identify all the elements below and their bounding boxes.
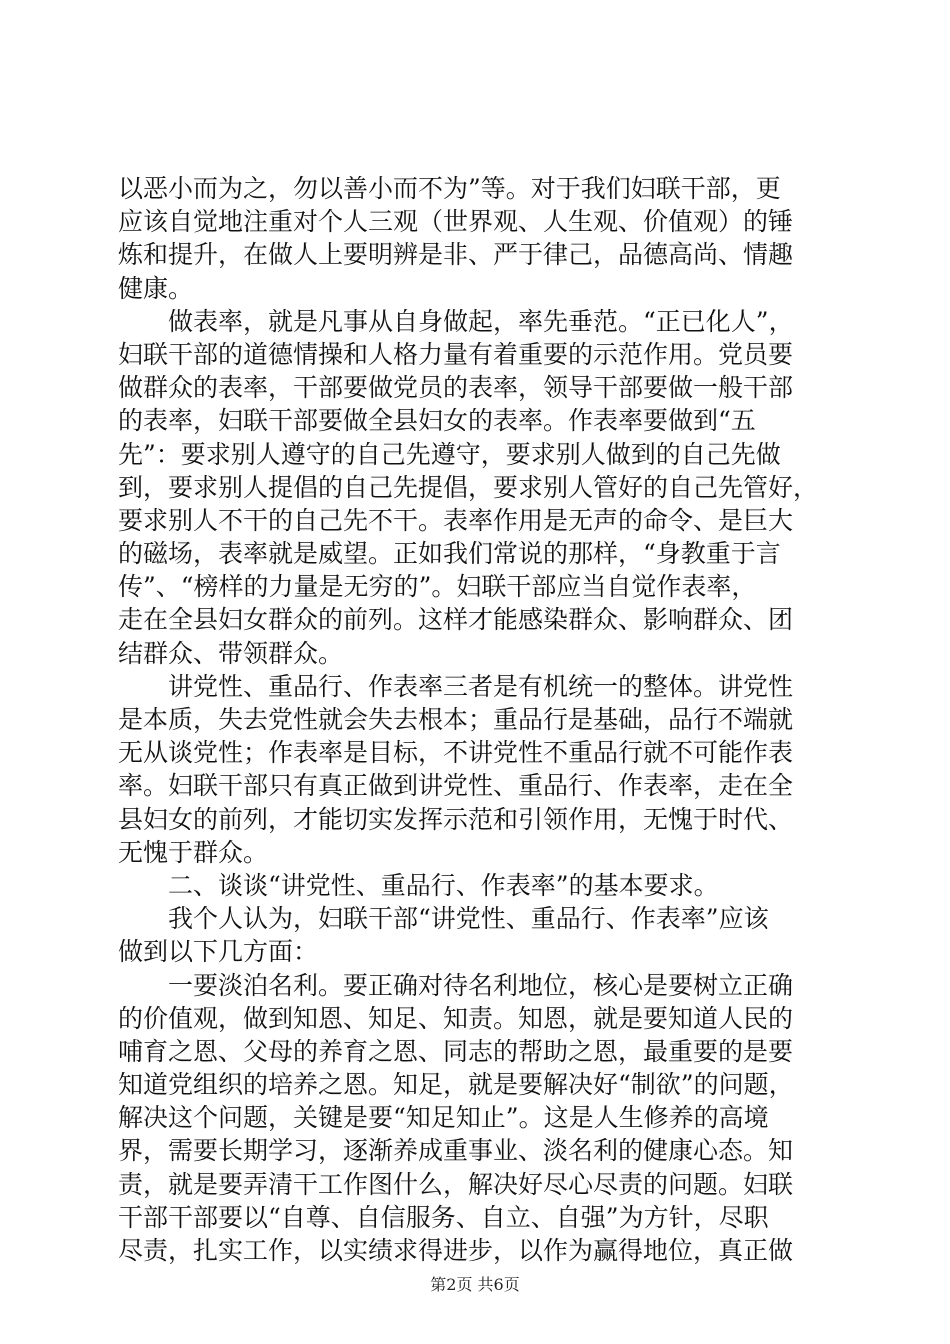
- text-line: 结群众、带领群众。: [118, 638, 344, 668]
- text-line: 炼和提升，在做人上要明辨是非、严于律己，品德高尚、情趣: [118, 240, 794, 270]
- text-line: 走在全县妇女群众的前列。这样才能感染群众、影响群众、团: [118, 605, 794, 635]
- text-line: 要求别人不干的自己先不干。表率作用是无声的命令、是巨大: [118, 505, 794, 535]
- text-line: 一要淡泊名利。要正确对待名利地位，核心是要树立正确: [118, 970, 794, 1000]
- text-line: 做群众的表率，干部要做党员的表率，领导干部要做一般干部: [118, 373, 794, 403]
- text-line: 解决这个问题，关键是要“知足知止”。这是人生修养的高境: [118, 1103, 769, 1133]
- text-line: 到，要求别人提倡的自己先提倡，要求别人管好的自己先管好，: [118, 472, 819, 502]
- text-line: 做到以下几方面：: [118, 937, 319, 967]
- text-line: 哺育之恩、父母的养育之恩、同志的帮助之恩，最重要的是要: [118, 1036, 794, 1066]
- text-line: 知道党组织的培养之恩。知足，就是要解决好“制欲”的问题，: [118, 1070, 794, 1100]
- text-line: 的价值观，做到知恩、知足、知责。知恩，就是要知道人民的: [118, 1003, 794, 1033]
- text-line: 以恶小而为之，勿以善小而不为”等。对于我们妇联干部，更: [118, 174, 781, 203]
- text-line: 率。妇联干部只有真正做到讲党性、重品行、作表率，走在全: [118, 771, 794, 801]
- text-line: 健康。: [118, 273, 194, 303]
- text-line: 干部干部要以“自尊、自信服务、自立、自强”为方针，尽职: [118, 1202, 769, 1232]
- text-line: 无愧于群众。: [118, 837, 269, 867]
- text-line: 先”：要求别人遵守的自己先遵守，要求别人做到的自己先做: [118, 439, 781, 469]
- page-footer: 第2页 共6页: [430, 1275, 520, 1294]
- text-line: 县妇女的前列，才能切实发挥示范和引领作用，无愧于时代、: [118, 804, 794, 834]
- body-text: [118, 172, 834, 1267]
- text-line: 责，就是要弄清干工作图什么，解决好尽心尽责的问题。妇联: [118, 1169, 794, 1199]
- text-line: 传”、“榜样的力量是无穷的”。妇联干部应当自觉作表率，: [118, 572, 757, 602]
- text-line: 无从谈党性；作表率是目标，不讲党性不重品行就不可能作表: [118, 738, 794, 768]
- text-line: 是本质，失去党性就会失去根本；重品行是基础，品行不端就: [118, 705, 794, 734]
- text-line: 二、谈谈“讲党性、重品行、作表率”的基本要求。: [118, 870, 719, 900]
- text-line: 界，需要长期学习，逐渐养成重事业、淡名利的健康心态。知: [118, 1136, 794, 1166]
- text-line: 做表率，就是凡事从自身做起，率先垂范。“正已化人”，: [118, 306, 794, 336]
- text-line: 妇联干部的道德情操和人格力量有着重要的示范作用。党员要: [118, 339, 794, 369]
- text-line: 的磁场，表率就是威望。正如我们常说的那样，“身教重于言: [118, 539, 781, 569]
- text-line: 我个人认为，妇联干部“讲党性、重品行、作表率”应该: [118, 904, 769, 934]
- text-line: 尽责，扎实工作，以实绩求得进步，以作为赢得地位，真正做: [118, 1236, 794, 1265]
- text-line: 应该自觉地注重对个人三观（世界观、人生观、价值观）的锤: [118, 207, 794, 237]
- text-line: 的表率，妇联干部要做全县妇女的表率。作表率要做到“五: [118, 406, 756, 436]
- text-line: 讲党性、重品行、作表率三者是有机统一的整体。讲党性: [118, 671, 794, 701]
